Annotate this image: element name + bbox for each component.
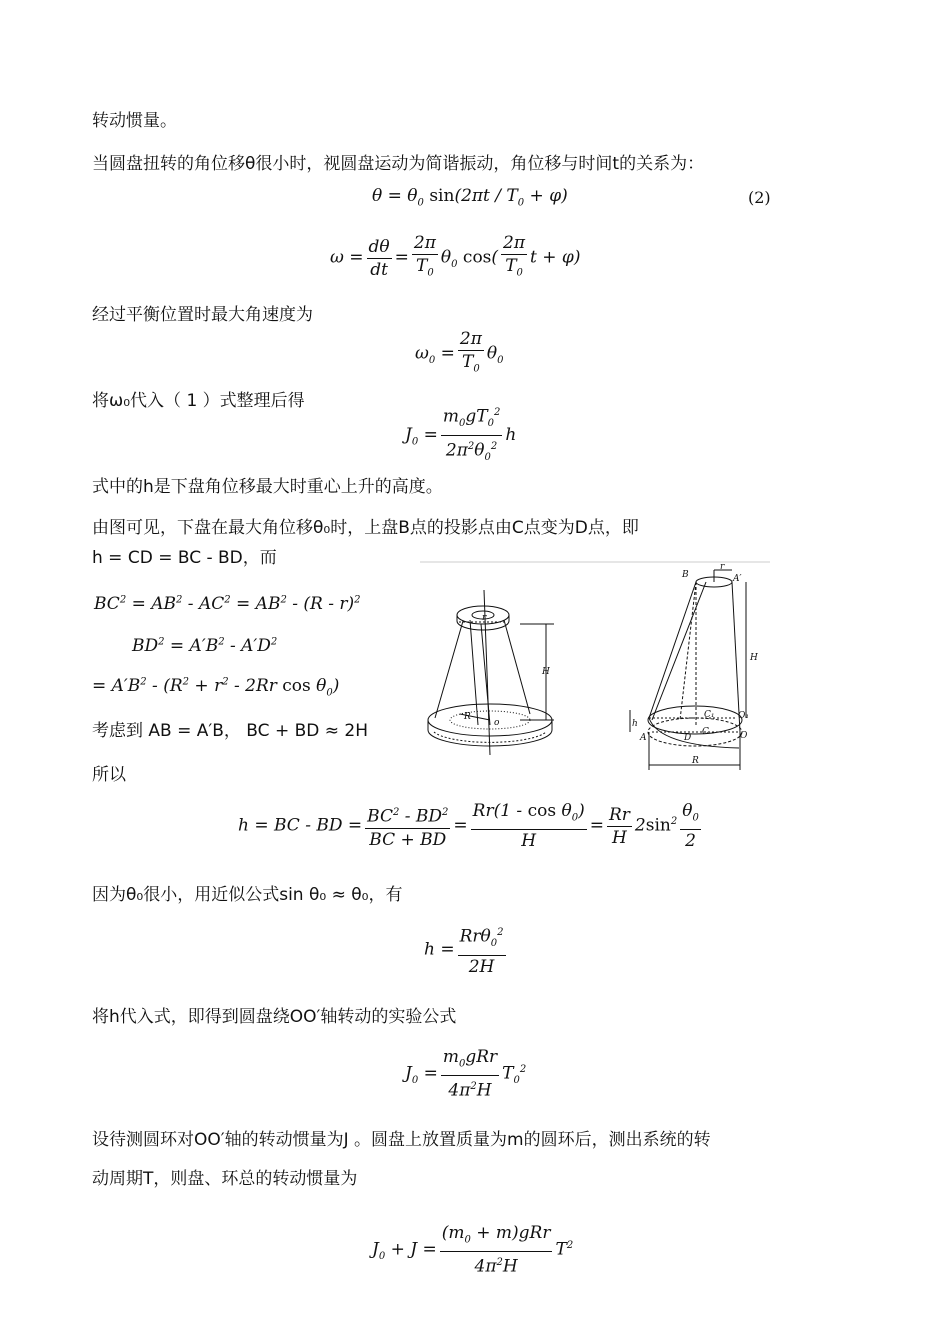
text-figure-b: h = CD = BC - BD，而 — [92, 548, 277, 568]
label-B: B — [682, 570, 689, 580]
equation-total-inertia: $J_0 + J$ = $\frac{(m_0 + m)gRr}{4\pi^2H}$ $T^2$ — [372, 1223, 574, 1278]
label-o-left: o — [494, 718, 500, 728]
label-C1: C₁ — [704, 710, 715, 720]
trifilar-pendulum-figure — [420, 560, 780, 775]
label-D: D — [684, 733, 692, 743]
label-R-right: R — [692, 756, 699, 766]
text-substitute: 将ω₀代入（ 1 ）式整理后得 — [92, 391, 305, 411]
text-substitute-h: 将h代入式，即得到圆盘绕OO′轴转动的实验公式 — [92, 1007, 457, 1027]
label-h: h — [632, 719, 638, 729]
text-consider: 考虑到 AB = A′B， BC + BD ≈ 2H — [92, 721, 368, 741]
left-apparatus — [428, 590, 554, 755]
label-r-left: r — [482, 613, 487, 623]
label-H-right: H — [750, 653, 758, 663]
label-H-left: H — [542, 667, 550, 677]
label-O: O — [740, 731, 748, 741]
text-max-omega: 经过平衡位置时最大角速度为 — [92, 305, 313, 325]
text-line-1: 转动惯量。 — [92, 111, 177, 131]
label-r-right: r — [720, 562, 725, 572]
label-C: C — [702, 727, 709, 737]
label-R-left: R — [464, 712, 471, 722]
equation-h-derivation: h = BC - BD = $\frac{BC^2 - BD^2}{BC + BD}$ = $\frac{Rr(1 - \cos \theta_0)}{H}$ = $\frac{Rr}{H}$ $2\sin^2$ $\frac{\theta_0}{2}$ — [238, 801, 699, 852]
text-h-definition: 式中的h是下盘角位移最大时重心上升的高度。 — [92, 477, 443, 497]
text-approx: 因为θ₀很小，用近似公式sin θ₀ ≈ θ₀，有 — [92, 885, 403, 905]
text-line-2: 当圆盘扭转的角位移θ很小时，视圆盘运动为简谐振动，角位移与时间t的关系为： — [92, 154, 705, 174]
equation-h-approx: h = $\frac{Rr\theta_0^2}{2H}$ — [424, 922, 509, 978]
text-figure-a: 由图可见，下盘在最大角位移θ₀时，上盘B点的投影点由C点变为D点，即 — [92, 518, 639, 538]
text-so: 所以 — [92, 765, 126, 785]
text-ring-b: 动周期T，则盘、环总的转动惯量为 — [92, 1169, 358, 1189]
label-A-prime: A′ — [733, 574, 742, 584]
equation-J0-h: $J_0$ = $\frac{m_0gT_0^2}{2\pi^2\theta_0^2}$ h — [405, 402, 516, 469]
equation-bc-squared: $BC^2 = AB^2 - AC^2 = AB^2 - (R - r)^2$ — [94, 594, 361, 614]
equation-omega0: $\omega_0$ = $\frac{2\pi}{T_0}$ $\theta_0$ — [415, 329, 504, 375]
label-A: A — [640, 733, 647, 743]
equation-bd-squared: $BD^2 = A'B^2 - A'D^2$ — [132, 636, 278, 656]
equation-number: (2) — [748, 188, 771, 207]
equation-omega: ω = $\frac{d\theta}{dt}$ = $\frac{2\pi}{T_0}$ $\theta_0$ cos( $\frac{2\pi}{T_0}$ t + φ) — [330, 233, 581, 280]
equation-bd-expanded: = $A'B^2 - (R^2 + r^2 - 2Rr$ $\cos \theta_0$) — [92, 676, 340, 699]
equation-J0-final: $J_0$ = $\frac{m_0gRr}{4\pi^2H}$ $T_0^2$ — [405, 1047, 527, 1102]
text-ring-a: 设待测圆环对OO′轴的转动惯量为J 。圆盘上放置质量为m的圆环后，测出系统的转 — [92, 1130, 711, 1150]
label-O1: O₁ — [738, 711, 749, 721]
equation-theta: $\theta = \theta_0$ $\sin(2\pi t / T_0 + \varphi)$ — [372, 186, 568, 209]
